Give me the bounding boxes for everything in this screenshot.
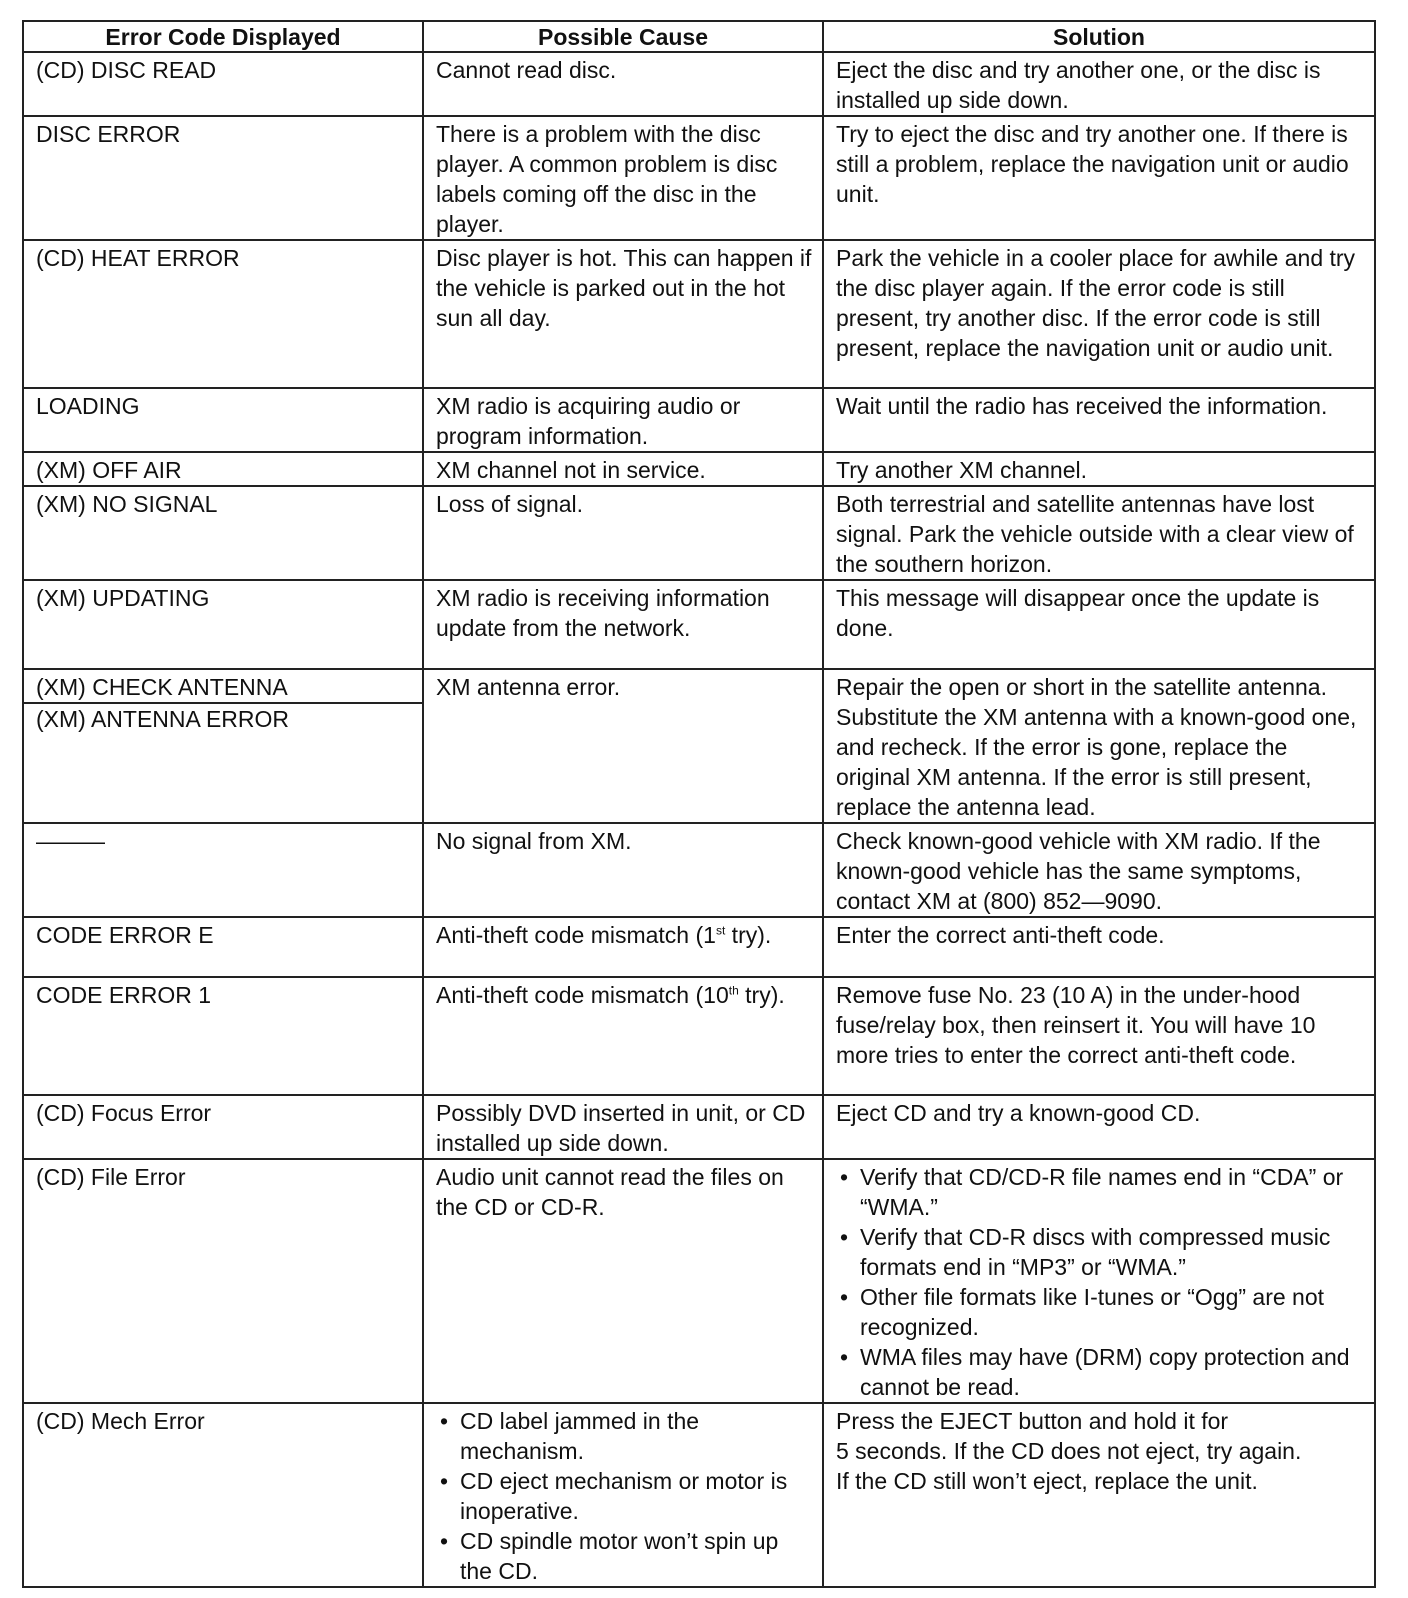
cause-text: Anti-theft code mismatch (1 bbox=[436, 922, 716, 948]
error-code-cell: LOADING bbox=[23, 388, 423, 452]
list-item: • CD label jammed in the mechanism. bbox=[436, 1406, 812, 1466]
cause-text-end: try). bbox=[738, 982, 785, 1008]
error-code-table-sheet bbox=[22, 20, 1374, 1588]
error-code-cell: (CD) Mech Error bbox=[23, 1403, 423, 1587]
table-row bbox=[23, 240, 1375, 388]
solution-cell: Try another XM channel. bbox=[823, 452, 1375, 486]
list-item: • CD eject mechanism or motor is inoperative. bbox=[436, 1466, 812, 1526]
table-row bbox=[23, 917, 1375, 977]
error-code-cell: (CD) DISC READ bbox=[23, 52, 423, 116]
cause-cell: XM radio is receiving information update from the network. bbox=[423, 580, 823, 669]
solution-cell: Remove fuse No. 23 (10 A) in the under-hood fuse/relay box, then reinsert it. You will have 10 more tries to enter the correct anti-theft code. bbox=[823, 977, 1375, 1095]
solution-line: If the CD still won’t eject, replace the unit. bbox=[836, 1468, 1258, 1494]
solution-line: Press the EJECT button and hold it for bbox=[836, 1408, 1229, 1434]
solution-line: 5 seconds. If the CD does not eject, try again. bbox=[836, 1438, 1302, 1464]
solution-cell: Eject the disc and try another one, or the disc is installed up side down. bbox=[823, 52, 1375, 116]
error-code-cell: (XM) OFF AIR bbox=[23, 452, 423, 486]
header-solution: Solution bbox=[823, 21, 1375, 52]
error-code-cell: (CD) Focus Error bbox=[23, 1095, 423, 1159]
cause-cell: Disc player is hot. This can happen if the vehicle is parked out in the hot sun all day. bbox=[423, 240, 823, 388]
header-error-code: Error Code Displayed bbox=[23, 21, 423, 52]
error-code-cell: DISC ERROR bbox=[23, 116, 423, 240]
list-item: • Verify that CD/CD-R file names end in “CDA” or “WMA.” bbox=[836, 1162, 1364, 1222]
solution-cell: Wait until the radio has received the information. bbox=[823, 388, 1375, 452]
list-item: • Other file formats like I-tunes or “Ogg” are not recognized. bbox=[836, 1282, 1364, 1342]
error-code-table bbox=[22, 20, 1376, 1588]
table-row bbox=[23, 580, 1375, 669]
list-item: • CD spindle motor won’t spin up the CD. bbox=[436, 1526, 812, 1586]
cause-cell: Audio unit cannot read the files on the CD or CD-R. bbox=[423, 1159, 823, 1403]
error-code-cell: (XM) UPDATING bbox=[23, 580, 423, 669]
ordinal-suffix: th bbox=[728, 983, 739, 998]
ordinal-suffix: st bbox=[715, 923, 726, 938]
solution-cell bbox=[823, 1403, 1375, 1587]
cause-cell: Loss of signal. bbox=[423, 486, 823, 580]
cause-cell: Possibly DVD inserted in unit, or CD installed up side down. bbox=[423, 1095, 823, 1159]
error-code-cell: ——— bbox=[23, 823, 423, 917]
table-row bbox=[23, 977, 1375, 1095]
table-row bbox=[23, 452, 1375, 486]
table-row bbox=[23, 669, 1375, 823]
solution-cell: Try to eject the disc and try another one. If there is still a problem, replace the navigation unit or audio unit. bbox=[823, 116, 1375, 240]
error-code-antenna-error: (XM) ANTENNA ERROR bbox=[24, 702, 422, 734]
cause-cell: XM radio is acquiring audio or program information. bbox=[423, 388, 823, 452]
table-row bbox=[23, 52, 1375, 116]
cause-cell: XM channel not in service. bbox=[423, 452, 823, 486]
error-code-cell: CODE ERROR E bbox=[23, 917, 423, 977]
solution-cell: This message will disappear once the update is done. bbox=[823, 580, 1375, 669]
error-code-cell: (XM) NO SIGNAL bbox=[23, 486, 423, 580]
solution-cell: Both terrestrial and satellite antennas have lost signal. Park the vehicle outside with a clear view of the southern horizon. bbox=[823, 486, 1375, 580]
header-row bbox=[23, 21, 1375, 52]
cause-cell bbox=[423, 1403, 823, 1587]
list-item: • Verify that CD-R discs with compressed music formats end in “MP3” or “WMA.” bbox=[836, 1222, 1364, 1282]
solution-cell: Eject CD and try a known-good CD. bbox=[823, 1095, 1375, 1159]
error-code-cell: (CD) File Error bbox=[23, 1159, 423, 1403]
list-item: • WMA files may have (DRM) copy protection and cannot be read. bbox=[836, 1342, 1364, 1402]
cause-cell: There is a problem with the disc player. A common problem is disc labels coming off the disc in the player. bbox=[423, 116, 823, 240]
table-row bbox=[23, 1159, 1375, 1403]
solution-cell bbox=[823, 1159, 1375, 1403]
header-possible-cause: Possible Cause bbox=[423, 21, 823, 52]
solution-cell: Enter the correct anti-theft code. bbox=[823, 917, 1375, 977]
cause-cell bbox=[423, 977, 823, 1095]
table-row bbox=[23, 486, 1375, 580]
solution-cell: Check known-good vehicle with XM radio. If the known-good vehicle has the same symptoms, contact XM at (800) 852—9090. bbox=[823, 823, 1375, 917]
cause-bullet-list bbox=[436, 1406, 812, 1586]
cause-text-end: try). bbox=[725, 922, 772, 948]
cause-cell: XM antenna error. bbox=[423, 669, 823, 823]
cause-text: Anti-theft code mismatch (10 bbox=[436, 982, 729, 1008]
cause-cell bbox=[423, 917, 823, 977]
cause-cell: No signal from XM. bbox=[423, 823, 823, 917]
error-code-cell: CODE ERROR 1 bbox=[23, 977, 423, 1095]
error-code-cell: (CD) HEAT ERROR bbox=[23, 240, 423, 388]
table-row bbox=[23, 116, 1375, 240]
solution-cell: Park the vehicle in a cooler place for awhile and try the disc player again. If the error code is still present, try another disc. If the error code is still present, replace the navigation unit or audio unit. bbox=[823, 240, 1375, 388]
table-row bbox=[23, 1095, 1375, 1159]
solution-bullet-list bbox=[836, 1162, 1364, 1402]
table-row bbox=[23, 1403, 1375, 1587]
error-code-check-antenna: (XM) CHECK ANTENNA bbox=[36, 674, 288, 700]
solution-cell: Repair the open or short in the satellite antenna. Substitute the XM antenna with a known-good one, and recheck. If the error is gone, replace the original XM antenna. If the error is still present, replace the antenna lead. bbox=[823, 669, 1375, 823]
error-code-cell bbox=[23, 669, 423, 823]
table-row bbox=[23, 823, 1375, 917]
cause-cell: Cannot read disc. bbox=[423, 52, 823, 116]
table-row bbox=[23, 388, 1375, 452]
